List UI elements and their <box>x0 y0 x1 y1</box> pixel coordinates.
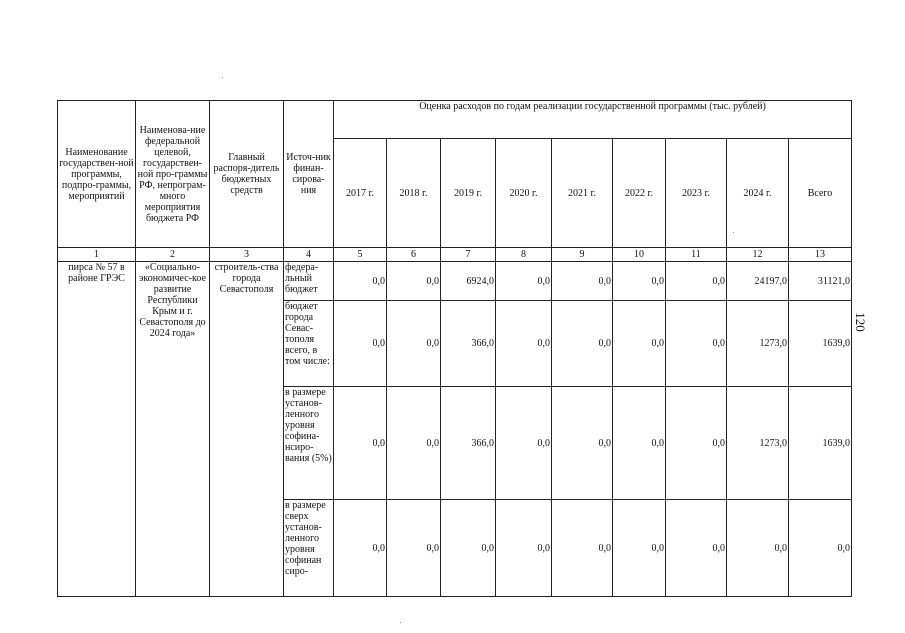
header-estimate: Оценка расходов по годам реализации государственной программы (тыс. рублей) <box>334 101 852 139</box>
value-cell: 1273,0 <box>727 301 789 387</box>
budget-table <box>57 100 852 597</box>
header-federal-program: Наименова-ние федеральной целевой, государствен-ной про-граммы РФ, непрограм-много мероприятия бюджета РФ <box>136 101 210 248</box>
page-number: 120 <box>853 312 868 332</box>
value-cell: 1639,0 <box>789 387 852 500</box>
value-cell: 1639,0 <box>789 301 852 387</box>
table-row <box>58 262 852 301</box>
header-source: Источ-ник финан-сирова-ния <box>284 101 334 248</box>
column-number: 5 <box>334 248 387 262</box>
value-cell: 0,0 <box>334 500 387 597</box>
header-year: 2020 г. <box>496 139 552 248</box>
column-number: 8 <box>496 248 552 262</box>
value-cell: 0,0 <box>334 387 387 500</box>
value-cell: 24197,0 <box>727 262 789 301</box>
program-cell: пирса № 57 в районе ГРЭС <box>58 262 136 597</box>
source-cell: федера-льный бюджет <box>284 262 334 301</box>
value-cell: 0,0 <box>727 500 789 597</box>
header-manager: Главный распоря-дитель бюджетных средств <box>210 101 284 248</box>
manager-cell: строитель-ства города Севастополя <box>210 262 284 597</box>
value-cell: 0,0 <box>334 301 387 387</box>
value-cell: 0,0 <box>441 500 496 597</box>
value-cell: 0,0 <box>496 301 552 387</box>
header-year: 2017 г. <box>334 139 387 248</box>
value-cell: 0,0 <box>666 301 727 387</box>
value-cell: 0,0 <box>387 500 441 597</box>
value-cell: 0,0 <box>552 387 613 500</box>
value-cell: 0,0 <box>496 387 552 500</box>
value-cell: 0,0 <box>666 500 727 597</box>
source-cell: бюджет города Севас-тополя всего, в том числе: <box>284 301 334 387</box>
value-cell: 0,0 <box>552 262 613 301</box>
value-cell: 1273,0 <box>727 387 789 500</box>
value-cell: 0,0 <box>613 387 666 500</box>
column-number: 2 <box>136 248 210 262</box>
header-year: 2018 г. <box>387 139 441 248</box>
federal-program-cell: «Социально-экономичес-кое развитие Республики Крым и г. Севастополя до 2024 года» <box>136 262 210 597</box>
value-cell: 0,0 <box>613 301 666 387</box>
column-number: 7 <box>441 248 496 262</box>
value-cell: 0,0 <box>387 387 441 500</box>
header-program-name: Наименование государствен-ной программы, подпро-граммы, мероприятий <box>58 101 136 248</box>
value-cell: 0,0 <box>552 301 613 387</box>
value-cell: 0,0 <box>334 262 387 301</box>
value-cell: 366,0 <box>441 387 496 500</box>
value-cell: 0,0 <box>496 262 552 301</box>
header-total: Всего <box>789 139 852 248</box>
value-cell: 0,0 <box>552 500 613 597</box>
column-number: 11 <box>666 248 727 262</box>
source-cell: в размере сверх установ-ленного уровня софинан сиро- <box>284 500 334 597</box>
header-row-1 <box>58 101 852 139</box>
value-cell: 31121,0 <box>789 262 852 301</box>
value-cell: 0,0 <box>666 387 727 500</box>
header-year: 2021 г. <box>552 139 613 248</box>
value-cell: 0,0 <box>613 500 666 597</box>
column-number: 4 <box>284 248 334 262</box>
column-number: 6 <box>387 248 441 262</box>
column-number: 3 <box>210 248 284 262</box>
value-cell: 0,0 <box>496 500 552 597</box>
header-year: 2024 г. <box>727 139 789 248</box>
value-cell: 0,0 <box>387 262 441 301</box>
value-cell: 6924,0 <box>441 262 496 301</box>
header-year: 2022 г. <box>613 139 666 248</box>
header-year: 2019 г. <box>441 139 496 248</box>
column-number: 12 <box>727 248 789 262</box>
value-cell: 0,0 <box>666 262 727 301</box>
column-number: 1 <box>58 248 136 262</box>
value-cell: 0,0 <box>613 262 666 301</box>
source-cell: в размере установ-ленного уровня софина-нсиро-вания (5%) <box>284 387 334 500</box>
column-number: 13 <box>789 248 852 262</box>
header-year: 2023 г. <box>666 139 727 248</box>
column-number-row <box>58 248 852 262</box>
value-cell: 0,0 <box>789 500 852 597</box>
value-cell: 0,0 <box>387 301 441 387</box>
column-number: 9 <box>552 248 613 262</box>
value-cell: 366,0 <box>441 301 496 387</box>
column-number: 10 <box>613 248 666 262</box>
